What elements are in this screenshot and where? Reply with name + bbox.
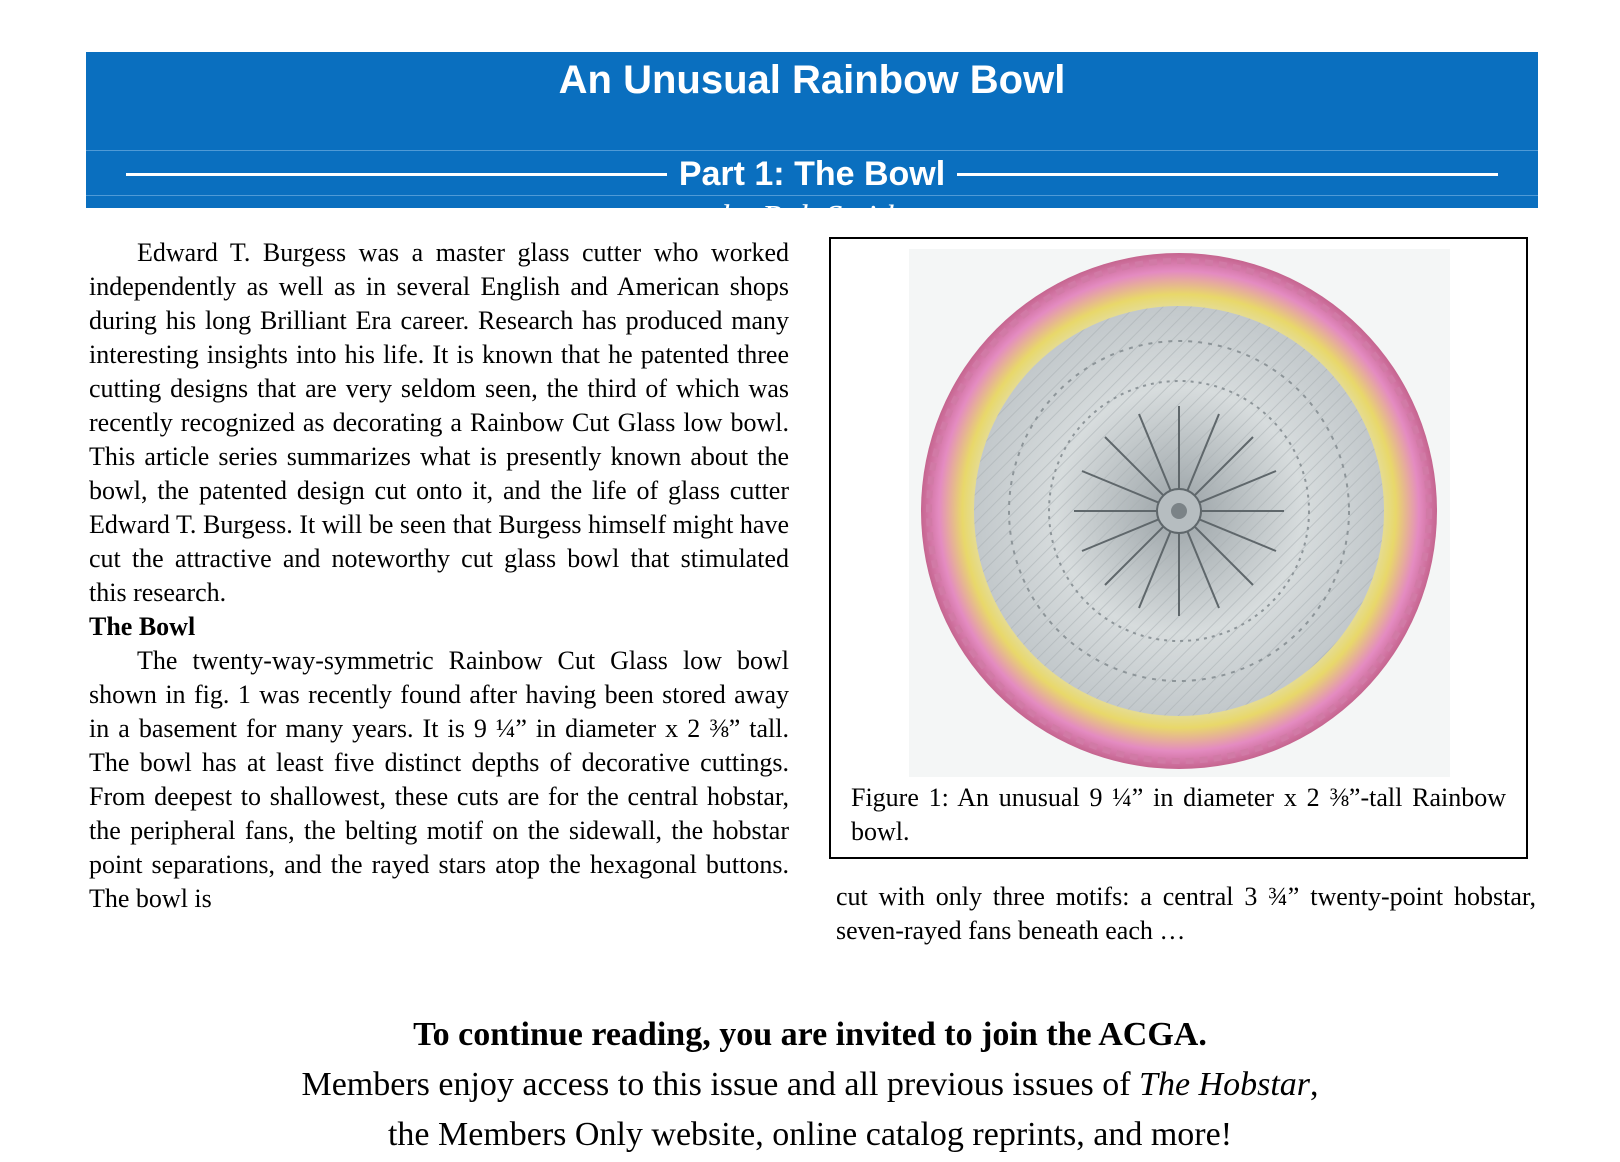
invite-line-3: the Members Only website, online catalog reprints, and more!: [387, 1116, 1233, 1153]
author-byline: by Rob Smith: [721, 199, 903, 236]
publication-name: The Hobstar: [1139, 1066, 1311, 1103]
invite-line-2: [0, 1060, 1620, 1110]
article-body-left: [89, 236, 789, 916]
section-heading: The Bowl: [89, 612, 196, 641]
header-divider-line: [86, 150, 1538, 151]
invite-text: ,: [1310, 1066, 1319, 1103]
invite-headline: To continue reading, you are invited to join the ACGA.: [413, 1016, 1207, 1053]
rainbow-bowl-image: [909, 249, 1450, 777]
article-title: An Unusual Rainbow Bowl: [558, 58, 1066, 102]
intro-paragraph: Edward T. Burgess was a master glass cutter who worked independently as well as in several English and American shops during his long Brilliant Era career. Research has produced many interesting insights into his life. It is known that he patented three cutting designs that are very seldom seen, the third of which was recently recognized as decorating a Rainbow Cut Glass low bowl. This article series summarizes what is presently known about the bowl, the patented design cut onto it, and the life of glass cutter Edward T. Burgess. It will be seen that Burgess himself might have cut the attractive and noteworthy cut glass bowl that stimulated this research.: [89, 238, 789, 607]
part-rule-left: [126, 173, 667, 176]
part-label: Part 1: The Bowl: [678, 154, 946, 193]
figure-1: [829, 237, 1528, 859]
part-rule-right: [957, 173, 1498, 176]
membership-invitation: [0, 1010, 1620, 1160]
header-divider-line: [86, 195, 1538, 196]
figure-caption: Figure 1: An unusual 9 ¼” in diameter x 2 ⅜”-tall Rainbow bowl.: [851, 783, 1506, 846]
article-header-banner: [86, 52, 1538, 236]
article-body-right: [836, 880, 1536, 948]
invite-text: Members enjoy access to this issue and all previous issues of: [301, 1066, 1140, 1103]
bowl-paragraph: The twenty-way-symmetric Rainbow Cut Glass low bowl shown in fig. 1 was recently found after having been stored away in a basement for many years. It is 9 ¼” in diameter x 2 ⅜” tall. The bowl has at least five distinct depths of decorative cuttings. From deepest to shallowest, these cuts are for the central hobstar, the peripheral fans, the belting motif on the sidewall, the hobstar point separations, and the rayed stars atop the hexagonal buttons. The bowl is: [89, 646, 789, 913]
continued-paragraph: cut with only three motifs: a central 3 ¾” twenty-point hobstar, seven-rayed fans beneath each …: [836, 882, 1536, 945]
bowl-photo: [909, 249, 1450, 777]
part-heading: [126, 152, 1498, 196]
